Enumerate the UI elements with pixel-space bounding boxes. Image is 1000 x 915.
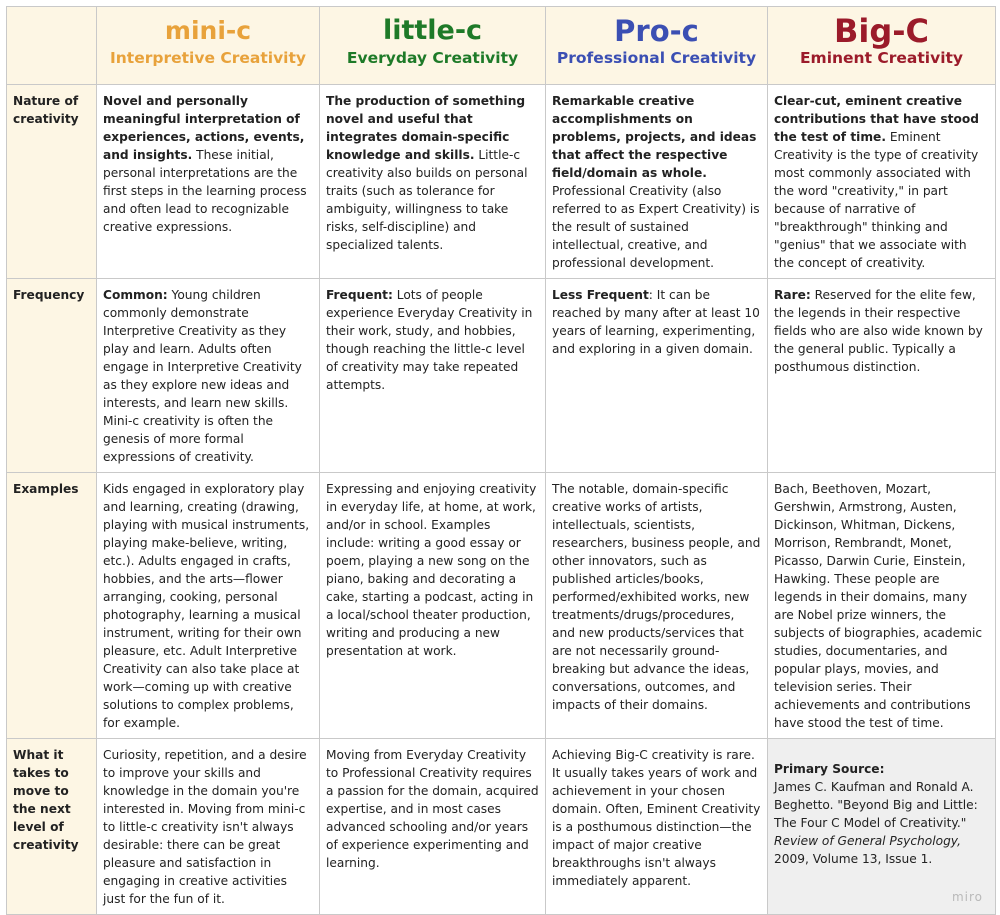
header-row xyxy=(7,7,996,85)
cell-nature-big-c xyxy=(768,85,996,279)
cell-frequency-mini-c xyxy=(97,279,320,473)
primary-source-cell xyxy=(768,739,996,915)
cell-examples-pro-c: The notable, domain-specific creative works of artists, intellectuals, scientists, researchers, business people, and other innovators, such as published articles/books, performed/exhibited works, new treatments/drugs/procedures, and new products/services that are not necessarily ground-breaking but advance the ideas, conversations, outcomes, and impacts of their domains. xyxy=(546,473,768,739)
column-header-little-c xyxy=(320,7,546,85)
cell-next-mini-c: Curiosity, repetition, and a desire to improve your skills and knowledge in the domain you're interested in. Moving from mini-c to little-c creativity isn't always desirable: there can be great pleasure and satisfaction in engaging in creative activities just for the fun of it. xyxy=(97,739,320,915)
cell-bold: Frequent: xyxy=(326,288,393,302)
column-title: Pro-c xyxy=(614,14,699,48)
cell-text: Little-c creativity also builds on personal traits (such as tolerance for ambiguity, willingness to take risks, self-discipline) and specialized talents. xyxy=(326,148,528,252)
cell-bold: Clear-cut, eminent creative contributions that have stood the test of time. xyxy=(774,94,979,144)
cell-bold: Less Frequent xyxy=(552,288,649,302)
source-citation-end: 2009, Volume 13, Issue 1. xyxy=(774,852,933,866)
source-title: Primary Source: xyxy=(774,762,885,776)
column-subtitle: Professional Creativity xyxy=(556,49,757,67)
column-header-pro-c xyxy=(546,7,768,85)
cell-next-little-c: Moving from Everyday Creativity to Professional Creativity requires a passion for the domain, acquired expertise, and in most cases advanced schooling and/or years of experience experimenting and learning. xyxy=(320,739,546,915)
row-nature-of-creativity xyxy=(7,85,996,279)
column-header-mini-c xyxy=(97,7,320,85)
column-subtitle: Eminent Creativity xyxy=(799,49,964,67)
cell-text: : It can be reached by many after at least 10 years of learning, experimenting, and exploring in a given domain. xyxy=(552,288,760,356)
cell-text: Young children commonly demonstrate Interpretive Creativity as they play and learn. Adults often engage in Interpretive Creativity as they explore new ideas and interests, and learn new skills. Mini-c creativity is often the genesis of more formal expressions of creativity. xyxy=(103,288,302,464)
cell-bold: Rare: xyxy=(774,288,811,302)
cell-text: Lots of people experience Everyday Creativity in their work, study, and hobbies, though reaching the little-c level of creativity may take repeated attempts. xyxy=(326,288,533,392)
cell-next-pro-c: Achieving Big-C creativity is rare. It usually takes years of work and achievement in your chosen domain. Often, Eminent Creativity is a posthumous distinction—the impact of major creative breakthroughs isn't always immediately apparent. xyxy=(546,739,768,915)
row-label: Frequency xyxy=(7,279,97,473)
row-label: What it takes to move to the next level of creativity xyxy=(7,739,97,915)
source-journal: Review of General Psychology, xyxy=(774,834,961,848)
row-next-level xyxy=(7,739,996,915)
column-subtitle: Everyday Creativity xyxy=(346,49,519,67)
cell-text: Eminent Creativity is the type of creativity most commonly associated with the word "creativity," in part because of narrative of "breakthrough" thinking and "genius" that we associate with the concept of creativity. xyxy=(774,130,979,270)
row-examples xyxy=(7,473,996,739)
cell-bold: The production of something novel and useful that integrates domain-specific knowledge and skills. xyxy=(326,94,526,162)
row-label: Nature of creativity xyxy=(7,85,97,279)
row-label: Examples xyxy=(7,473,97,739)
cell-nature-pro-c xyxy=(546,85,768,279)
cell-nature-little-c xyxy=(320,85,546,279)
cell-bold: Novel and personally meaningful interpretation of experiences, actions, events, and insights. xyxy=(103,94,305,162)
miro-watermark: miro xyxy=(951,890,983,904)
cell-examples-mini-c: Kids engaged in exploratory play and learning, creating (drawing, playing with musical instruments, playing make-believe, writing, etc.). Adults engaged in crafts, hobbies, and the arts—flower arranging, cooking, personal photography, learning a musical instrument, writing for their own pleasure, etc. Adult Interpretive Creativity can also take place at work—coming up with creative solutions to complex problems, for example. xyxy=(97,473,320,739)
column-title: mini-c xyxy=(164,16,252,45)
cell-text: Professional Creativity (also referred to as Expert Creativity) is the result of sustained intellectual, creative, and professional development. xyxy=(552,184,760,270)
cell-bold: Common: xyxy=(103,288,168,302)
cell-text: These initial, personal interpretations are the first steps in the learning process and often lead to recognizable creative expressions. xyxy=(103,148,307,234)
column-header-big-c xyxy=(768,7,996,85)
cell-bold: Remarkable creative accomplishments on problems, projects, and ideas that affect the respective field/domain as whole. xyxy=(552,94,757,180)
cell-examples-big-c: Bach, Beethoven, Mozart, Gershwin, Armstrong, Austen, Dickinson, Whitman, Dickens, Morrison, Rembrandt, Monet, Picasso, Darwin Curie, Einstein, Hawking. These people are legends in their domains, many are Nobel prize winners, the subjects of biographies, academic studies, documentaries, and popular plays, movies, and television series. Their achievements and contributions have stood the test of time. xyxy=(768,473,996,739)
column-title: little-c xyxy=(382,15,483,46)
cell-frequency-big-c xyxy=(768,279,996,473)
column-subtitle: Interpretive Creativity xyxy=(110,49,306,67)
source-citation: James C. Kaufman and Ronald A. Beghetto. "Beyond Big and Little: The Four C Model of Creativity." xyxy=(774,780,978,830)
cell-text: Reserved for the elite few, the legends in their respective fields who are also wide known by the general public. Typically a posthumous distinction. xyxy=(774,288,983,374)
cell-frequency-little-c xyxy=(320,279,546,473)
cell-examples-little-c: Expressing and enjoying creativity in everyday life, at home, at work, and/or in school. Examples include: writing a good essay or poem, playing a new song on the piano, baking and decorating a cake, starting a podcast, acting in a local/school theater production, writing and producing a new presentation at work. xyxy=(320,473,546,739)
cell-nature-mini-c xyxy=(97,85,320,279)
four-c-model-table xyxy=(6,6,996,915)
column-title: Big-C xyxy=(833,12,930,50)
cell-frequency-pro-c xyxy=(546,279,768,473)
corner-cell xyxy=(7,7,97,85)
row-frequency xyxy=(7,279,996,473)
